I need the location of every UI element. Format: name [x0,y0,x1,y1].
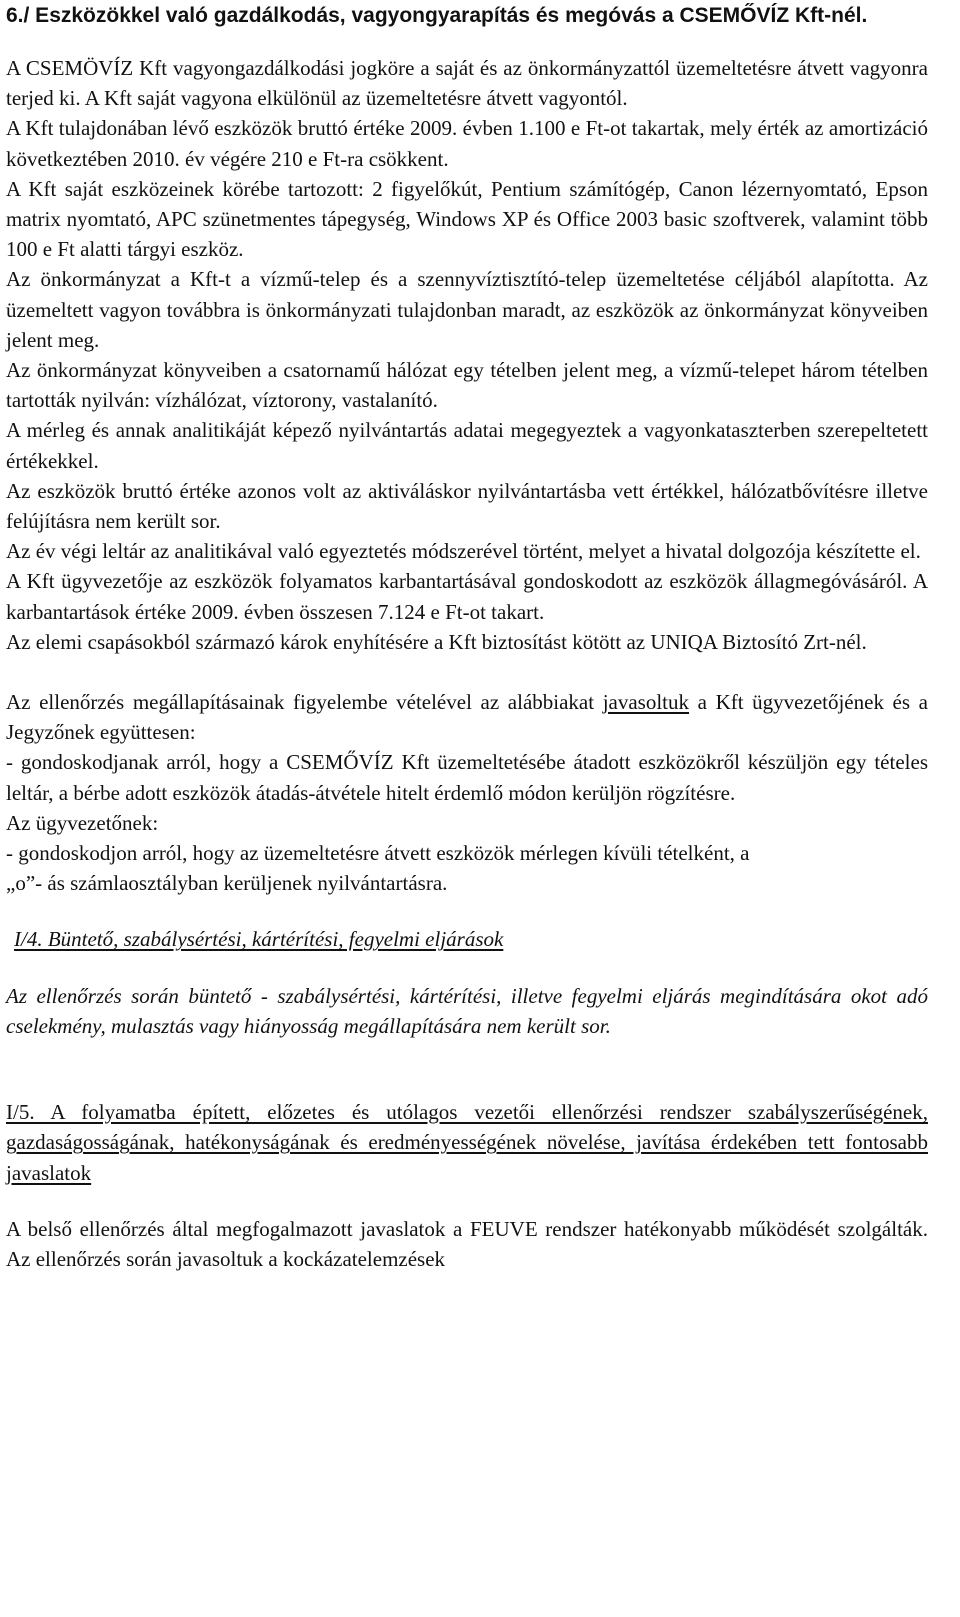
section-6-heading: 6./ Eszközökkel való gazdálkodás, vagyongyarapítás és megóvás a CSEMŐVÍZ Kft-nél. [6,4,868,27]
paragraph-sajat-eszkozok: A Kft saját eszközeinek körébe tartozott: 2 figyelőkút, Pentium számítógép, Canon lézernyomtató, Epson matrix nyomtató, APC szünetmentes tápegység, Windows XP és Office 2003 basic szoftverek, valamint több 100 e Ft alatti tárgyi eszköz. [6,176,928,262]
paragraph-brutto-ertek: A Kft tulajdonában lévő eszközök bruttó értéke 2009. évben 1.100 e Ft-ot takartak, mely érték az amortizáció következtében 2010. év végére 210 e Ft-ra csökkent. [6,116,928,171]
paragraph-vagyongazdalkodas: A CSEMÖVÍZ Kft vagyongazdálkodási jogköre a saját és az önkormányzattól üzemeltetésre átvett vagyonra terjed ki. A Kft saját vagyona elkülönül az üzemeltetésre átvett vagyontól. [6,56,928,111]
recommendations-block [6,687,928,898]
recommendation-keyword: javasoltuk [602,690,690,715]
recommendation-item-merlegen-kivul: - gondoskodjon arról, hogy az üzemeltetésre átvett eszközök mérlegen kívüli tételként, a [6,841,750,866]
recommendation-intro-after: a Kft ügyvezetőjének és a Jegyzőnek együttesen: [6,690,928,745]
paragraph-onkormanyzat-alapitas: Az önkormányzat a Kft-t a vízmű-telep és a szennyvíztisztító-telep üzemeltetése céljából alapította. Az üzemeltett vagyon továbbra is önkormányzati tulajdonban maradt, az eszközök az önkormányzat könyveiben jelent meg. [6,267,928,352]
section-i5-title: I/5. A folyamatba épített, előzetes és utólagos vezetői ellenőrzési rendszer szabályszerűségének, gazdaságosságának, hatékonyságának és eredményességének növelése, javítása érdekében tett fontosabb javaslatok [6,1100,928,1185]
recommendation-item-szamlaosztaly: „o”- ás számlaosztályban kerüljenek nyilvántartásra. [6,871,448,896]
paragraph-karbantartas: A Kft ügyvezetője az eszközök folyamatos karbantartásával gondoskodott az eszközök állagmegóvásáról. A karbantartások értéke 2009. évben összesen 7.124 e Ft-ot takart. [6,569,928,624]
recommendation-item-leltar: - gondoskodjanak arról, hogy a CSEMŐVÍZ Kft üzemeltetésébe átadott eszközökről készüljön egy tételes leltár, a bérbe adott eszközök átadás-átvétele hitelt érdemlő módon kerüljön rögzítésre. [6,750,928,805]
paragraph-brutto-azonos: Az eszközök bruttó értéke azonos volt az aktiváláskor nyilvántartásba vett értékkel, hálózatbővítésre illetve felújításra nem került sor. [6,478,928,534]
section-i4-title: I/4. Büntető, szabálysértési, kártérítési, fegyelmi eljárások [14,927,504,952]
section-6-body [6,53,928,657]
recommendation-intro-before: Az ellenőrzés megállapításainak figyelembe vételével az alábbiakat [6,690,603,715]
paragraph-merleg: A mérleg és annak analitikáját képező nyilvántartás adatai megegyeztek a vagyonkataszterben szerepeltetett értékekkel. [6,418,928,473]
section-i5-body: A belső ellenőrzés által megfogalmazott javaslatok a FEUVE rendszer hatékonyabb működését szolgálták. Az ellenőrzés során javasoltuk a kockázatelemzések [6,1216,928,1271]
recommendation-intro [6,687,928,747]
section-i4-body: Az ellenőrzés során büntető - szabálysértési, kártérítési, illetve fegyelmi eljárás megindítására okot adó cselekmény, mulasztás vagy hiányosság megállapítására nem került sor. [6,983,928,1038]
paragraph-leltar: Az év végi leltár az analitikával való egyeztetés módszerével történt, melyet a hivatal dolgozója készítette el. [6,539,921,564]
document-page [6,0,928,1274]
paragraph-csatornamu: Az önkormányzat könyveiben a csatornamű hálózat egy tételben jelent meg, a vízmű-telepet három tételben tartották nyilván: vízhálózat, víztorony, vastalanító. [6,358,928,413]
paragraph-biztositas: Az elemi csapásokból származó károk enyhítésére a Kft biztosítást kötött az UNIQA Biztosító Zrt-nél. [6,629,867,654]
recommendation-ugyvezeto-label: Az ügyvezetőnek: [6,810,159,835]
